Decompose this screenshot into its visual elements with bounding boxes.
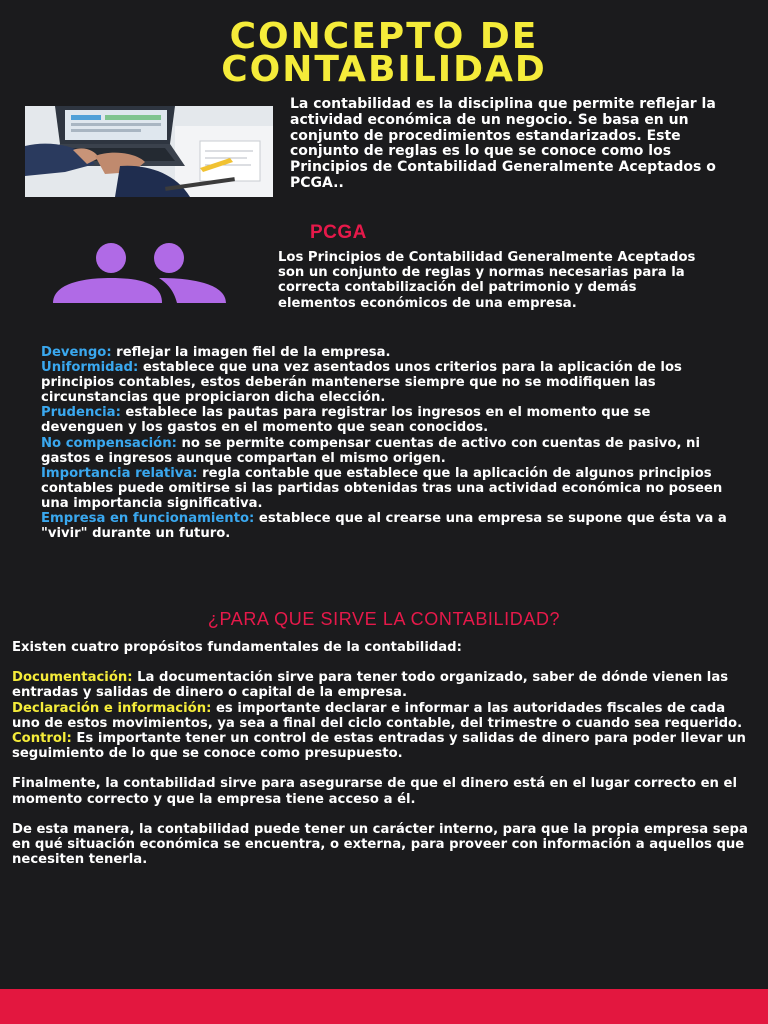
finally-paragraph: Finalmente, la contabilidad sirve para asegurarse de que el dinero está en el lugar correcto en el momento correcto y que la empresa tiene acceso a él. (12, 776, 737, 807)
closing-paragraph: De esta manera, la contabilidad puede tener un carácter interno, para que la propia empresa sepa en qué situación económica se encuentra, o externa, para proveer con información a aquellos que necesiten tenerla. (12, 821, 748, 868)
principle-term: No compensación: (41, 435, 177, 451)
principle-item (41, 466, 731, 511)
laptop-hands-photo (25, 106, 273, 197)
users-icon-graphic (52, 243, 228, 305)
title-line-2: CONTABILIDAD (221, 49, 547, 90)
purpose-heading: ¿PARA QUE SIRVE LA CONTABILIDAD? (207, 609, 561, 629)
purpose-item (12, 701, 752, 731)
principle-term: Uniformidad: (41, 360, 139, 376)
pcga-heading: PCGA (310, 222, 367, 243)
principle-desc: no se permite compensar cuentas de activo con cuentas de pasivo, ni gastos e ingresos aunque compartan el mismo origen. (41, 435, 700, 466)
purposes-section (12, 640, 752, 867)
principle-item (41, 360, 731, 405)
pcga-description: Los Principios de Contabilidad Generalmente Aceptados son un conjunto de reglas y normas necesarias para la correcta contabilización del patrimonio y demás elementos económicos de una empresa. (278, 250, 696, 311)
principle-desc: establece que una vez asentados unos criterios para la aplicación de los principios contables, estos deberán mantenerse siempre que no se modifiquen las circunstancias que propiciaron dicha elección. (41, 360, 682, 406)
principle-item (41, 345, 731, 360)
principle-term: Prudencia: (41, 405, 121, 421)
principles-list (41, 345, 731, 541)
principle-desc: regla contable que establece que la aplicación de algunos principios contables puede omitirse si las partidas obtenidas tras una actividad económica no poseen una importancia significativa. (41, 465, 723, 511)
principle-item (41, 511, 731, 541)
laptop-photo-illustration (25, 106, 273, 197)
purpose-desc: Es importante tener un control de estas entradas y salidas de dinero para poder llevar un seguimiento de lo que se conoce como presupuesto. (12, 731, 746, 762)
principle-item (41, 405, 731, 435)
title-line-1: CONCEPTO DE (229, 16, 539, 57)
users-icon (52, 243, 228, 305)
purpose-item (12, 670, 752, 700)
intro-paragraph: La contabilidad es la disciplina que permite reflejar la actividad económica de un negocio. Se basa en un conjunto de procedimientos estandarizados. Este conjunto de reglas es lo que se conoce como los Principios de Contabilidad Generalmente Aceptados o PCGA.. (290, 96, 716, 191)
page-title (0, 16, 768, 90)
purpose-desc: La documentación sirve para tener todo organizado, saber de dónde vienen las entradas y salidas de dinero o capital de la empresa. (12, 670, 729, 701)
principle-desc: establece que al crearse una empresa se supone que ésta va a "vivir" durante un futuro. (41, 511, 727, 542)
principle-term: Importancia relativa: (41, 465, 198, 481)
purposes-intro: Existen cuatro propósitos fundamentales de la contabilidad: (12, 640, 462, 655)
purpose-term: Declaración e información: (12, 700, 212, 716)
purpose-term: Documentación: (12, 670, 133, 686)
footer-bar (0, 989, 768, 1024)
principle-item (41, 436, 731, 466)
purpose-term: Control: (12, 731, 72, 747)
principle-desc: establece las pautas para registrar los ingresos en el momento que se devenguen y los gastos en el momento que sean conocidos. (41, 405, 651, 436)
principle-term: Devengo: (41, 345, 112, 360)
purpose-item (12, 731, 752, 761)
principle-term: Empresa en funcionamiento: (41, 511, 255, 527)
principle-desc: reflejar la imagen fiel de la empresa. (111, 345, 391, 360)
purpose-desc: es importante declarar e informar a las autoridades fiscales de cada uno de estos movimientos, ya sea a final del ciclo contable, del trimestre o cuando sea requerido. (12, 700, 743, 731)
